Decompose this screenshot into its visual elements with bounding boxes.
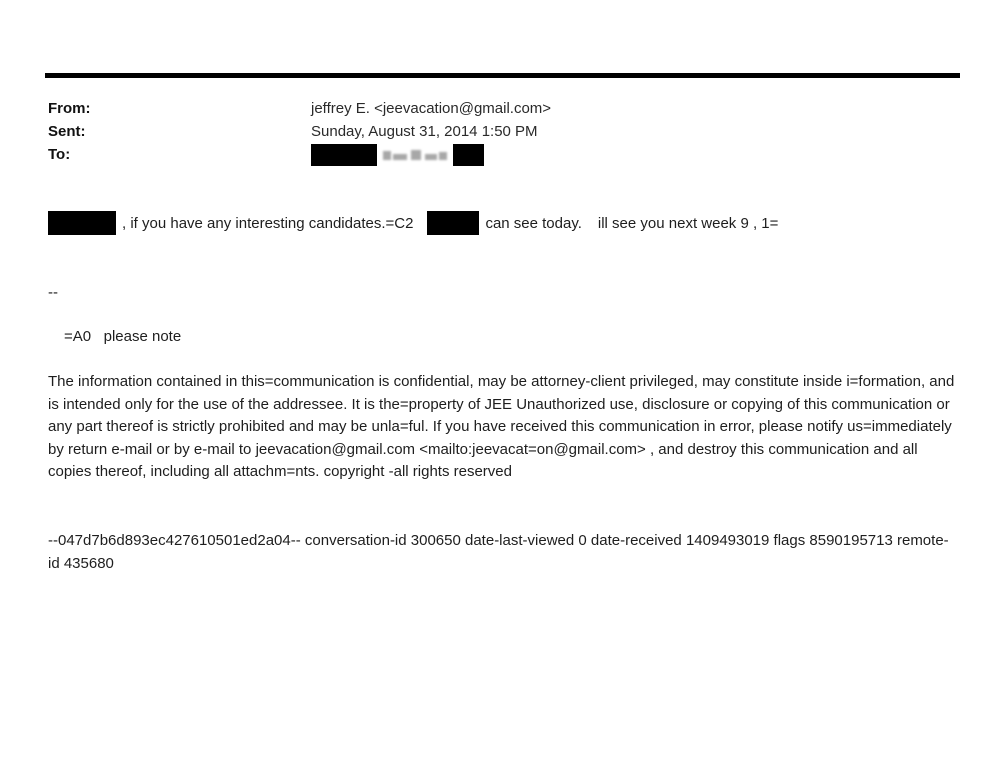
to-value [311, 144, 484, 166]
blurred-recipient-name [381, 148, 449, 162]
header-divider [45, 73, 960, 78]
redaction-box [427, 211, 479, 235]
sent-label: Sent: [48, 123, 86, 140]
redaction-box [311, 144, 377, 166]
signature-separator: -- [48, 284, 58, 301]
from-value[interactable]: jeffrey E. <jeevacation@gmail.com> [311, 100, 552, 117]
sent-value: Sunday, August 31, 2014 1:50 PM [311, 123, 538, 140]
from-label: From: [48, 100, 91, 117]
message-text-part3: ill see you next week 9 , 1= [597, 214, 779, 232]
confidentiality-disclaimer: The information contained in this=communication is confidential, may be attorney-client privileged, may constitute inside i=formation, and is intended only for the use of the addressee. It is the=property of JEE Unauthorized use, disclosure or copying of this communication or any part thereof is strictly prohibited and may be unla=ful. If you have received this communication in error, please notify us=immediately by return e-mail or by e-mail to jeevacation@gmail.com <mailto:jeevacat=on@gmail.com> , and destroy this communication and all copies thereof, including all attachm=nts. copyright -all rights reserved [48, 373, 955, 481]
redaction-box [48, 211, 116, 235]
message-metadata: --047d7b6d893ec427610501ed2a04-- conversation-id 300650 date-last-viewed 0 date-received 1409493019 flags 8590195713 remote-id 435680 [48, 532, 949, 572]
message-text-part1: , if you have any interesting candidates.=C2 [122, 214, 414, 232]
to-label: To: [48, 146, 71, 163]
message-text-part2: can see today. [485, 214, 582, 232]
redaction-box [453, 144, 484, 166]
message-first-line [48, 211, 778, 235]
note-line: =A0 please note [64, 328, 182, 345]
